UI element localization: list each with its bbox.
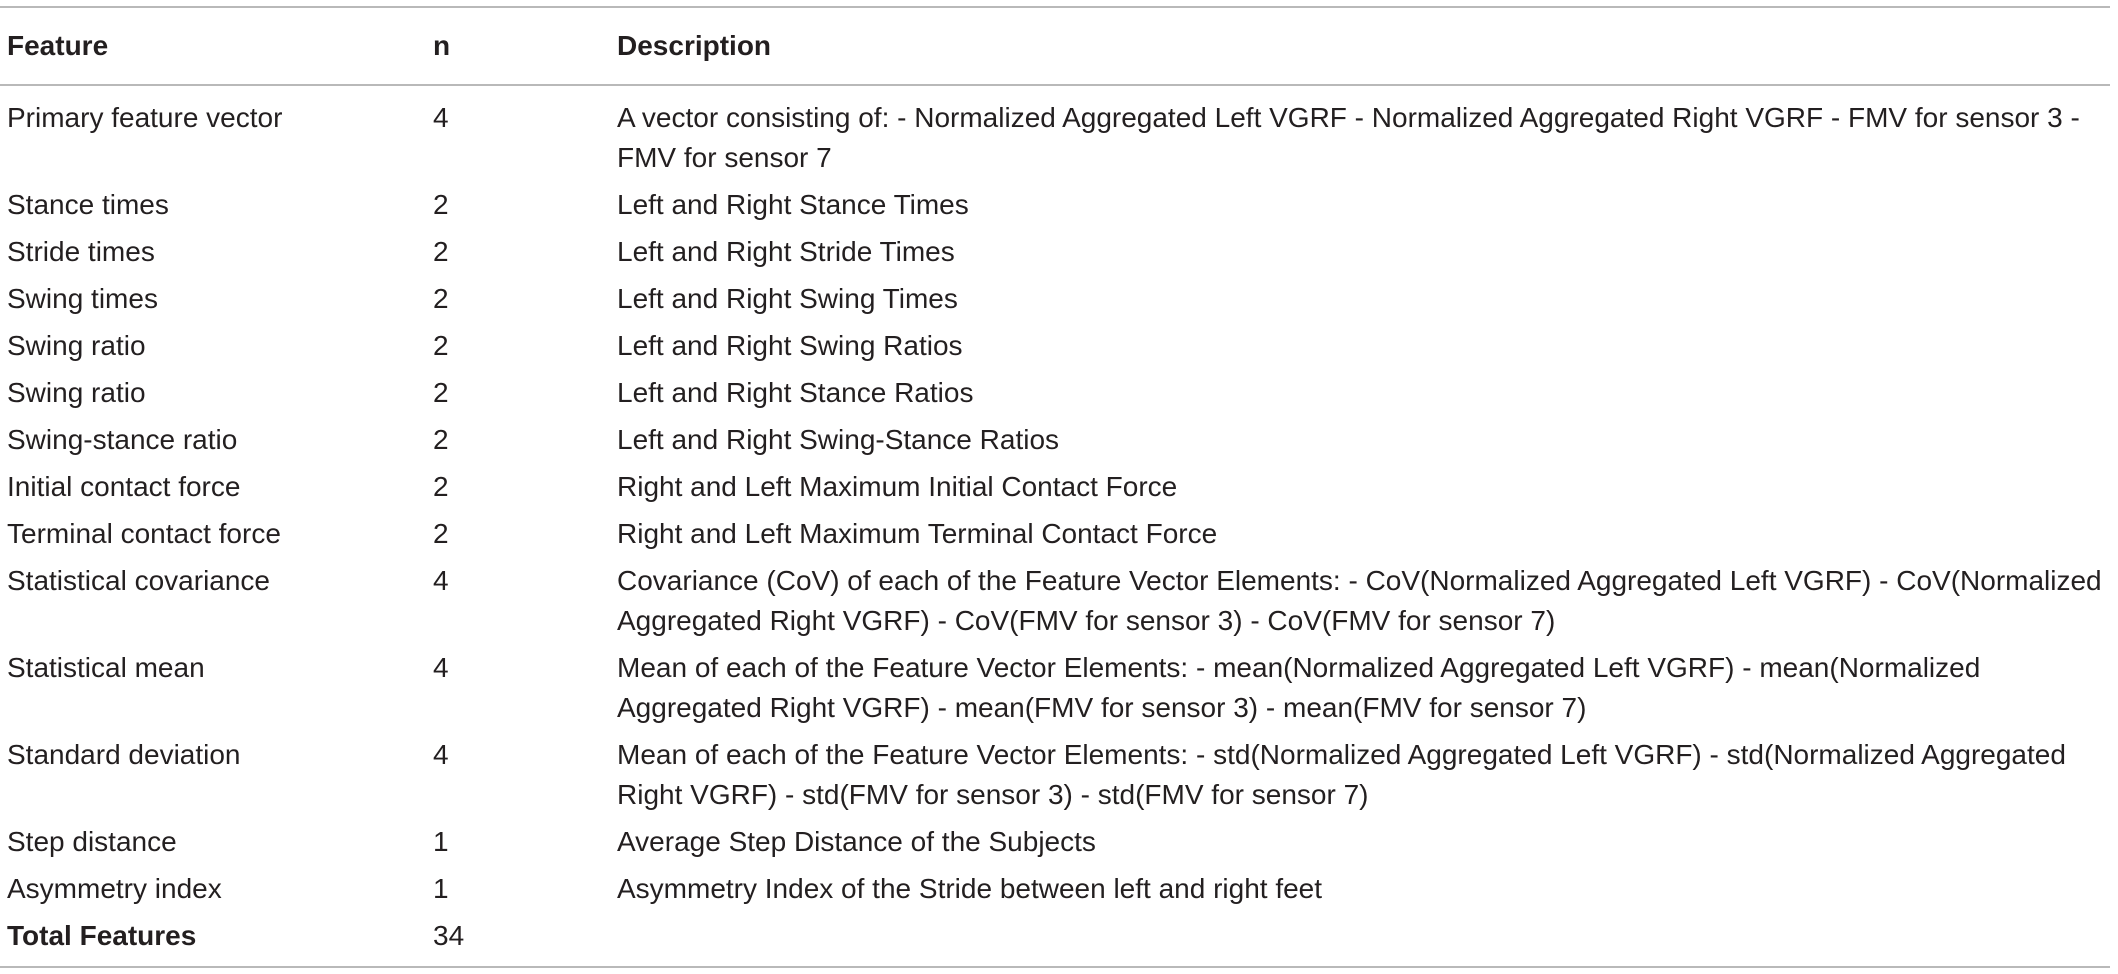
header-row [0, 7, 2110, 85]
description-cell: Left and Right Stance Ratios [617, 377, 974, 408]
table-row [0, 85, 2110, 185]
table-row [0, 420, 2110, 467]
n-cell: 4 [433, 739, 449, 770]
total-description [617, 916, 2110, 967]
table-row [0, 232, 2110, 279]
table-row [0, 561, 2110, 648]
description-cell: Right and Left Maximum Initial Contact Force [617, 471, 1178, 502]
feature-cell: Statistical covariance [7, 565, 271, 596]
n-cell: 2 [433, 471, 449, 502]
table-row [0, 514, 2110, 561]
description-cell: A vector consisting of: - Normalized Aggregated Left VGRF - Normalized Aggregated Right VGRF - FMV for sensor 3 - FMV for sensor 7 [617, 102, 2080, 173]
feature-cell: Stance times [7, 189, 169, 220]
description-cell: Mean of each of the Feature Vector Elements: - mean(Normalized Aggregated Left VGRF) - mean(Normalized Aggregated Right VGRF) - mean(FMV for sensor 3) - mean(FMV for sensor 7) [617, 652, 1981, 723]
table-header [0, 7, 2110, 85]
feature-cell: Swing times [7, 283, 158, 314]
description-cell: Left and Right Swing Ratios [617, 330, 963, 361]
description-cell: Left and Right Stride Times [617, 236, 955, 267]
header-n: n [421, 7, 617, 85]
feature-cell: Swing-stance ratio [7, 424, 238, 455]
n-cell: 1 [433, 826, 449, 857]
feature-cell: Initial contact force [7, 471, 241, 502]
description-cell: Left and Right Swing-Stance Ratios [617, 424, 1060, 455]
feature-cell: Swing ratio [7, 377, 146, 408]
description-cell: Asymmetry Index of the Stride between left and right feet [617, 873, 1323, 904]
feature-cell: Swing ratio [7, 330, 146, 361]
feature-cell: Primary feature vector [7, 102, 283, 133]
n-cell: 4 [433, 565, 449, 596]
feature-cell: Terminal contact force [7, 518, 281, 549]
table-row [0, 822, 2110, 869]
n-cell: 2 [433, 424, 449, 455]
total-label: Total Features [0, 916, 421, 967]
feature-cell: Stride times [7, 236, 155, 267]
table-row [0, 869, 2110, 916]
total-n: 34 [421, 916, 617, 967]
table-row [0, 373, 2110, 420]
feature-cell: Asymmetry index [7, 873, 222, 904]
n-cell: 2 [433, 189, 449, 220]
feature-cell: Statistical mean [7, 652, 205, 683]
n-cell: 1 [433, 873, 449, 904]
n-cell: 2 [433, 283, 449, 314]
description-cell: Left and Right Swing Times [617, 283, 958, 314]
description-cell: Covariance (CoV) of each of the Feature Vector Elements: - CoV(Normalized Aggregated Left VGRF) - CoV(Normalized Aggregated Right VGRF) - CoV(FMV for sensor 3) - CoV(FMV for sensor 7) [617, 565, 2102, 636]
feature-cell: Step distance [7, 826, 177, 857]
header-description: Description [617, 7, 2110, 85]
table-row [0, 648, 2110, 735]
description-cell: Left and Right Stance Times [617, 189, 969, 220]
header-feature: Feature [0, 7, 421, 85]
table-row [0, 185, 2110, 232]
table-row [0, 279, 2110, 326]
n-cell: 4 [433, 652, 449, 683]
description-cell: Average Step Distance of the Subjects [617, 826, 1096, 857]
total-row [0, 916, 2110, 967]
n-cell: 4 [433, 102, 449, 133]
table-row [0, 326, 2110, 373]
description-cell: Right and Left Maximum Terminal Contact Force [617, 518, 1218, 549]
table-row [0, 735, 2110, 822]
description-cell: Mean of each of the Feature Vector Elements: - std(Normalized Aggregated Left VGRF) - std(Normalized Aggregated Right VGRF) - std(FMV for sensor 3) - std(FMV for sensor 7) [617, 739, 2066, 810]
n-cell: 2 [433, 518, 449, 549]
feature-cell: Standard deviation [7, 739, 241, 770]
table-body [0, 85, 2110, 967]
n-cell: 2 [433, 236, 449, 267]
table-row [0, 467, 2110, 514]
n-cell: 2 [433, 330, 449, 361]
feature-table [0, 6, 2110, 968]
n-cell: 2 [433, 377, 449, 408]
